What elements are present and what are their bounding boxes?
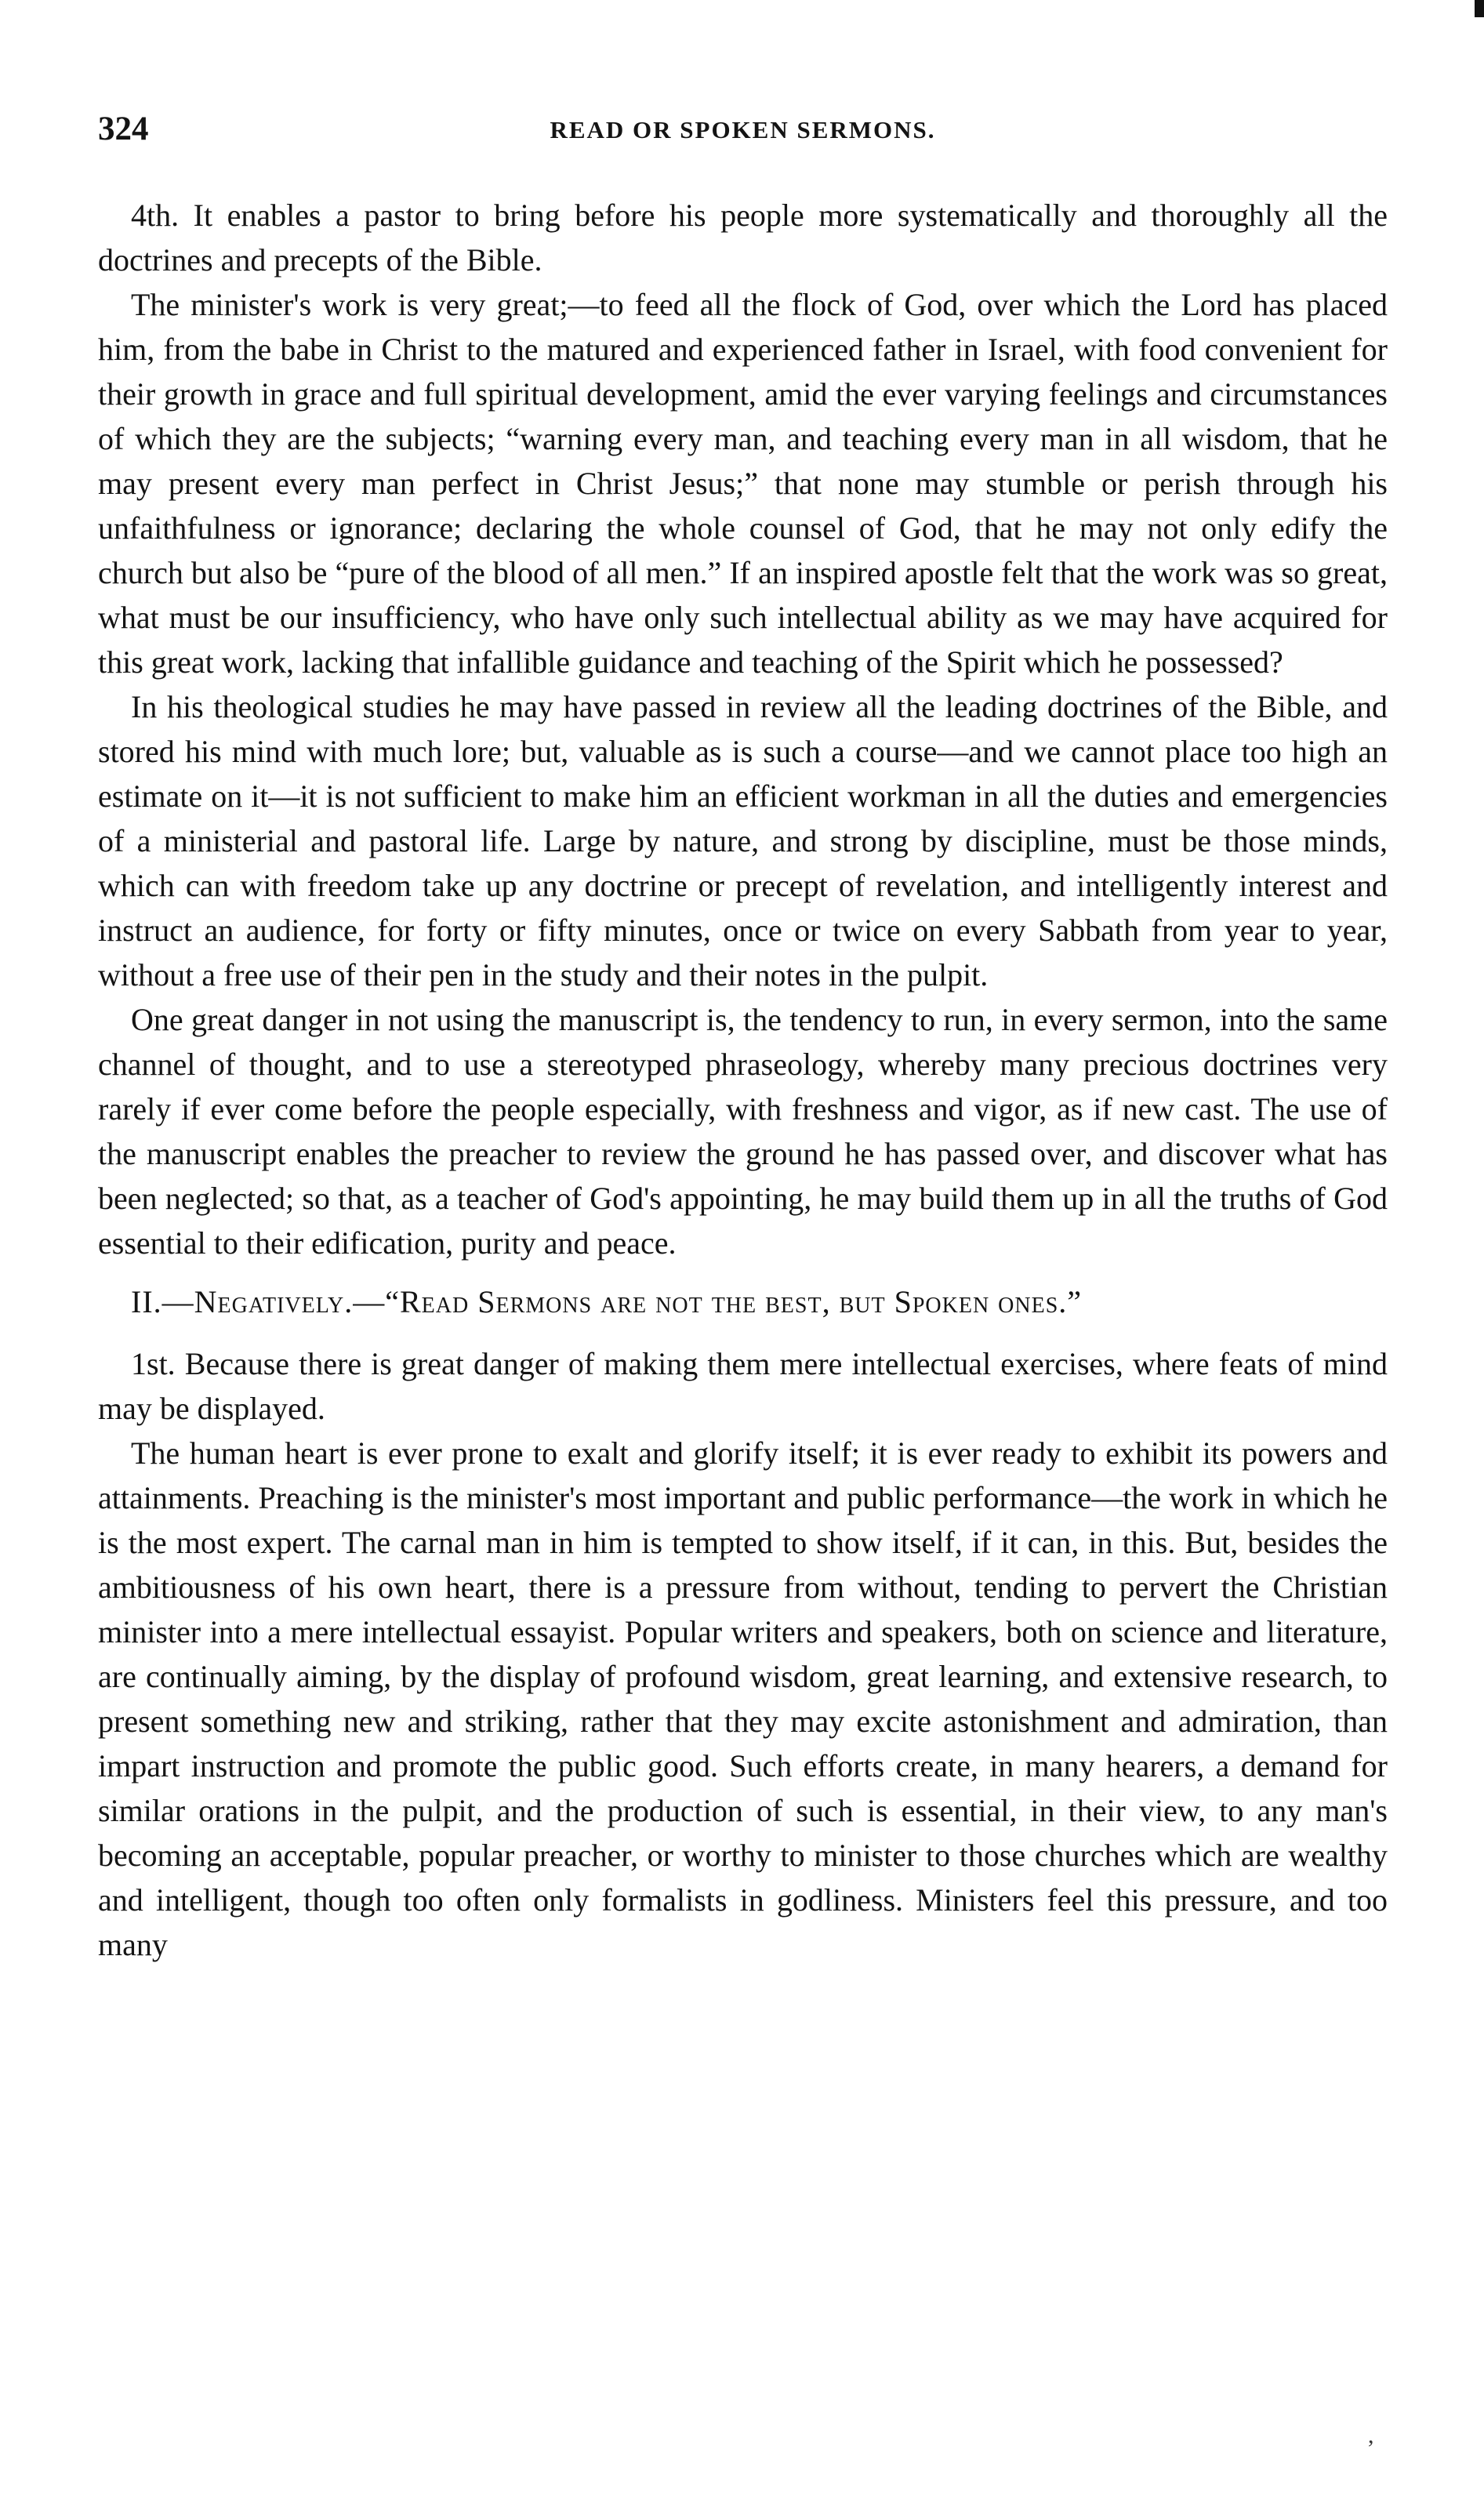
body-text [98, 193, 1388, 1967]
paragraph-point-1st: 1st. Because there is great danger of making them mere intellectual exercises, where feats of mind may be displayed. [98, 1346, 1388, 1426]
paragraph-human-heart: The human heart is ever prone to exalt and glorify itself; it is ever ready to exhibit its powers and attainments. Preaching is the minister's most important and public performance—the work in which he is the most expert. The carnal man in him is tempted to show itself, if it can, in this. But, besides the ambitiousness of his own heart, there is a pressure from without, tending to pervert the Christian minister into a mere intellectual essayist. Popular writers and speakers, both on science and literature, are continually aiming, by the display of profound wisdom, great learning, and extensive research, to present something new and striking, rather that they may excite astonishment and admiration, than impart instruction and promote the public good. Such efforts create, in many hearers, a demand for similar orations in the pulpit, and the production of such is essential, in their view, to any man's becoming an acceptable, popular preacher, or worthy to minister to those churches which are wealthy and intelligent, though too often only formalists in godliness. Ministers feel this pressure, and too many [98, 1435, 1388, 1962]
paragraph-ministers-work: The minister's work is very great;—to feed all the flock of God, over which the Lord has placed him, from the babe in Christ to the matured and experienced father in Israel, with food convenient for their growth in grace and full spiritual development, amid the ever varying feelings and circumstances of which they are the subjects; “warning every man, and teaching every man in all wisdom, that he may present every man perfect in Christ Jesus;” that none may stumble or perish through his unfaithfulness or ignorance; declaring the whole counsel of God, that he may not only edify the church but also be “pure of the blood of all men.” If an inspired apostle felt that the work was so great, what must be our insufficiency, who have only such intellectual ability as we may have acquired for this great work, lacking that infallible guidance and teaching of the Spirit which he possessed? [98, 287, 1388, 680]
section-heading-negatively: II.—Negatively.—“Read Sermons are not the best, but Spoken ones.” [131, 1284, 1083, 1319]
paragraph-theological-studies: In his theological studies he may have passed in review all the leading doctrines of the Bible, and stored his mind with much lore; but, valuable as is such a course—and we cannot place too high an estimate on it—it is not sufficient to make him an efficient workman in all the duties and emergencies of a ministerial and pastoral life. Large by nature, and strong by discipline, must be those minds, which can with freedom take up any doctrine or precept of revelation, and intelligently interest and instruct an audience, for forty or fifty minutes, once or twice on every Sabbath from year to year, without a free use of their pen in the study and their notes in the pulpit. [98, 689, 1388, 992]
page-edge-mark [1475, 0, 1484, 17]
paragraph-manuscript-danger: One great danger in not using the manuscript is, the tendency to run, in every sermon, into the same channel of thought, and to use a stereotyped phraseology, whereby many precious doctrines very rarely if ever come before the people especially, with freshness and vigor, as if new cast. The use of the manuscript enables the preacher to review the ground he has passed over, and discover what has been neglected; so that, as a teacher of God's appointing, he may build them up in all the truths of God essential to their edification, purity and peace. [98, 1002, 1388, 1261]
running-title: READ OR SPOKEN SERMONS. [550, 116, 936, 143]
print-speck: , [1368, 2422, 1374, 2448]
paragraph-point-4th: 4th. It enables a pastor to bring before his people more systematically and thoroughly all the doctrines and precepts of the Bible. [98, 198, 1388, 278]
book-page [98, 110, 1388, 1967]
page-number: 324 [98, 111, 149, 147]
page-header [98, 110, 1388, 155]
